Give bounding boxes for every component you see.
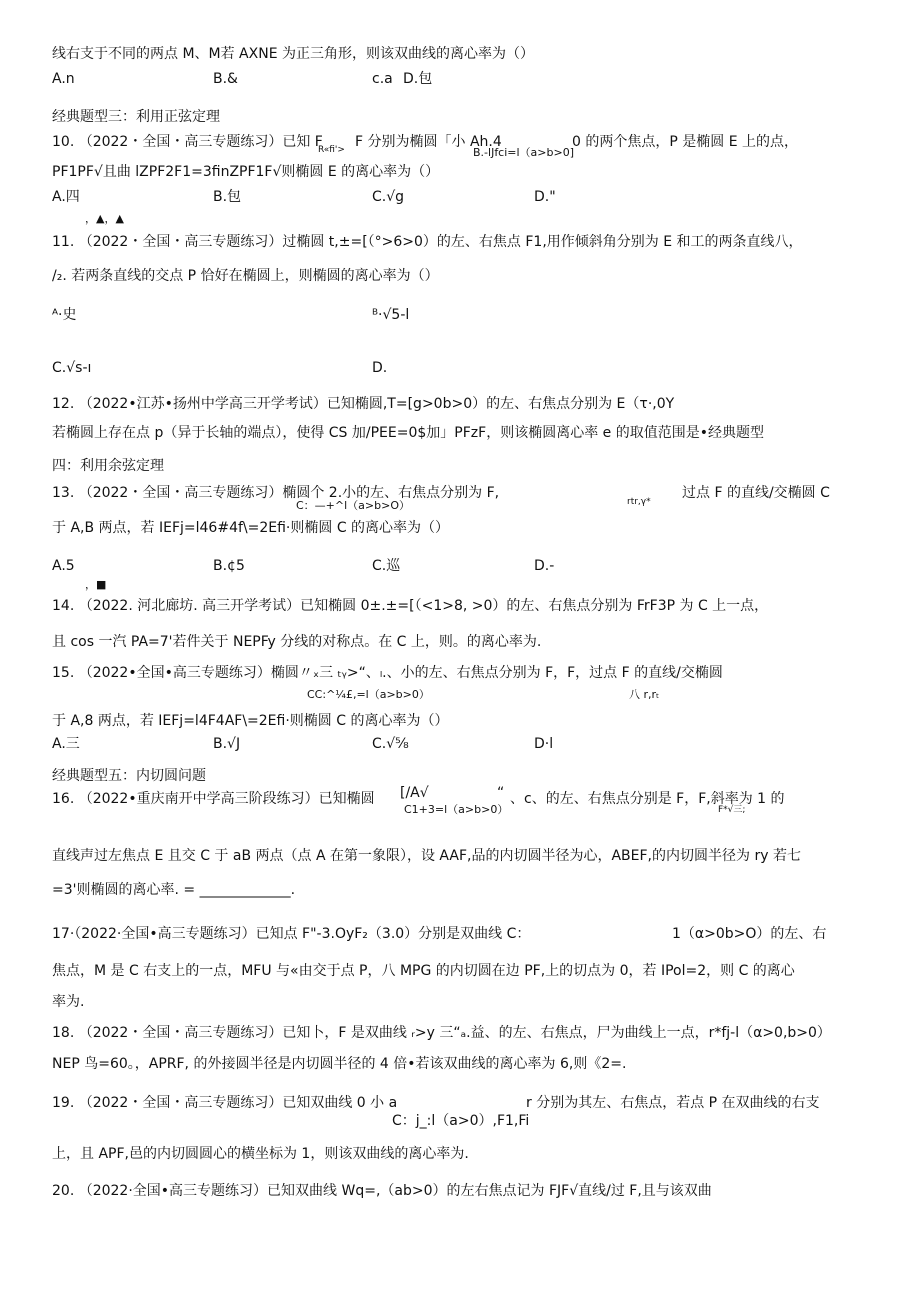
- q16-fraction-top2: “: [497, 785, 505, 801]
- q12-text-line2: 若椭圆上存在点 p（异于长轴的端点），使得 CS 加/PEE=0$加」PFzF，则该椭圆离心率 e 的取值范围是•经典题型: [52, 425, 764, 441]
- q9-option-d: D.包: [403, 71, 433, 87]
- q15-option-b: B.√J: [213, 736, 241, 752]
- q15-option-a: A.三: [52, 736, 80, 752]
- section-heading-4: 四：利用余弦定理: [52, 458, 164, 474]
- q16-equation: C1+3=l（a>b>0）: [404, 803, 509, 816]
- q13-marks: ，■: [85, 578, 107, 591]
- section-heading-3: 经典题型三：利用正弦定理: [52, 109, 220, 125]
- q16-fraction-top: [/A√: [400, 785, 429, 801]
- q19-text-a: 19. （2022・全国・高三专题练习）已知双曲线 0 小 a: [52, 1095, 398, 1111]
- q15-option-d: D·l: [534, 736, 554, 752]
- q17-text-line3: 率为.: [52, 994, 85, 1010]
- q13-option-b: B.¢5: [213, 558, 245, 574]
- q11-text-line2: /₂. 若两条直线的交点 P 恰好在椭圆上，则椭圆的离心率为（）: [52, 268, 439, 284]
- q9-option-a: A.n: [52, 71, 75, 87]
- q13-option-d: D.-: [534, 558, 555, 574]
- q13-text-a: 13. （2022・全国・高三专题练习）椭圆个 2.小的左、右焦点分别为 F,: [52, 485, 500, 501]
- q16-text-a: 16. （2022•重庆南开中学高三阶段练习）已知椭圆: [52, 791, 375, 807]
- q20-text-line1: 20. （2022·全国•高三专题练习）已知双曲线 Wq=,（ab>0）的左右焦点记为 FJF√直线/过 F,且与该双曲: [52, 1183, 712, 1199]
- q11-text-line1: 11. （2022・全国・高三专题练习）过椭圆 t,±=[（°>6>0）的左、右焦点 F1,用作倾斜角分别为 E 和工的两条直线八，: [52, 234, 803, 250]
- q16-text-line2: 直线声过左焦点 E 且交 C 于 aB 两点（点 A 在第一象限），设 AAF,品的内切圆半径为心，ABEF,的内切圆半径为 ry 若七: [52, 848, 801, 864]
- q10-equation: B.-lJfci=l（a>b>0]: [473, 146, 575, 159]
- q14-text-line1: 14. （2022. 河北廊坊. 高三开学考试）已知椭圆 0±.±=[（<1>8, >0）的左、右焦点分别为 FrF3P 为 C 上一点，: [52, 598, 769, 614]
- q15-equation: CC:^¼£,=l（a>b>0）: [307, 688, 430, 701]
- q19-equation: C：j_:l（a>0）,F1,Fi: [392, 1113, 530, 1129]
- q10-text-a: 10. （2022・全国・高三专题练习）已知 F: [52, 134, 323, 150]
- q10-text-line2: PF1PF√且曲 lZPF2F1=3finZPF1F√则椭圆 E 的离心率为（）: [52, 164, 440, 180]
- q13-subscript: rtr,γ*: [627, 497, 651, 507]
- q9-text: 线右支于不同的两点 M、M若 AXNE 为正三角形，则该双曲线的离心率为（）: [52, 46, 534, 62]
- q17-text-a: 17·（2022·全国•高三专题练习）已知点 F"-3.OyF₂（3.0）分别是双曲线 C：: [52, 926, 531, 942]
- q10-option-c: C.√g: [372, 189, 405, 205]
- q10-marks: ，▲，▲: [85, 212, 124, 225]
- q16-subscript: F*√三;: [718, 805, 746, 815]
- q13-option-c: C.巡: [372, 558, 401, 574]
- q9-option-b: B.&: [213, 71, 238, 87]
- q16-text-line3: =3'则椭圆的离心率. = _____________.: [52, 882, 296, 898]
- q9-option-c: c.a: [372, 71, 393, 87]
- q17-text-b: 1（α>0b>O）的左、右: [672, 926, 827, 942]
- q10-option-b: B.包: [213, 189, 242, 205]
- q16-text-b: 、c、的左、右焦点分别是 F，F,斜率为 1 的: [510, 791, 785, 807]
- q11-option-b: ᴮ·√5-l: [372, 307, 410, 323]
- q13-text-line2: 于 A,B 两点，若 IEFj=l46#4f\=2Efi·则椭圆 C 的离心率为（）: [52, 520, 450, 536]
- q15-equation-right: 八 r,rₜ: [629, 688, 660, 701]
- q12-text-line1: 12. （2022•江苏•扬州中学高三开学考试）已知椭圆,T=[g>0b>0）的左、右焦点分别为 E（τ·,0Y: [52, 396, 675, 412]
- q14-text-line2: 且 cos 一汽 PA=7'若件关于 NEPFy 分线的对称点。在 C 上，则。的离心率为.: [52, 634, 542, 650]
- q13-option-a: A.5: [52, 558, 75, 574]
- q10-subscript: R«fi'>: [318, 145, 345, 155]
- q15-text-line1: 15. （2022•全国•高三专题练习）椭圆〃ₓ三 ₜᵧ>“、ₗ.、小的左、右焦点分别为 F，F，过点 F 的直线/交椭圆: [52, 665, 723, 681]
- q18-text-line2: NEP 鸟=60。，APRF, 的外接圆半径是内切圆半径的 4 倍•若该双曲线的离心率为 6,则《2=.: [52, 1056, 627, 1072]
- q11-option-c: C.√s-ı: [52, 360, 92, 376]
- q13-text-c: 过点 F 的直线/交椭圆 C: [682, 485, 830, 501]
- q13-equation: C：—+^l（a>b>O）: [296, 499, 410, 512]
- q18-text-line1: 18. （2022・全国・高三专题练习）已知卜，F 是双曲线 ᵣ>y 三“ₐ.益、的左、右焦点，尸为曲线上一点，r*fj-l（α>0,b>0）: [52, 1025, 831, 1041]
- q19-text-line2: 上，且 APF,邑的内切圆圆心的横坐标为 1，则该双曲线的离心率为.: [52, 1146, 469, 1162]
- q15-option-c: C.√⅝: [372, 736, 409, 752]
- q11-option-d: D.: [372, 360, 388, 376]
- q11-option-a: ᴬ·史: [52, 307, 77, 323]
- q15-text-line2: 于 A,8 两点，若 IEFj=l4F4AF\=2Efi·则椭圆 C 的离心率为（）: [52, 713, 449, 729]
- q10-text-b: F 分别为椭圆「小 Ah.4: [355, 134, 502, 150]
- q10-option-a: A.四: [52, 189, 80, 205]
- section-heading-5: 经典题型五：内切圆问题: [52, 768, 206, 784]
- q19-text-b: r 分别为其左、右焦点，若点 P 在双曲线的右支: [526, 1095, 820, 1111]
- q17-text-line2: 焦点，M 是 C 右支上的一点，MFU 与«由交于点 P，八 MPG 的内切圆在边 PF,上的切点为 0，若 IPol=2，则 C 的离心: [52, 963, 795, 979]
- q10-option-d: D.": [534, 189, 556, 205]
- q10-text-c: 0 的两个焦点，P 是椭圆 E 上的点，: [572, 134, 798, 150]
